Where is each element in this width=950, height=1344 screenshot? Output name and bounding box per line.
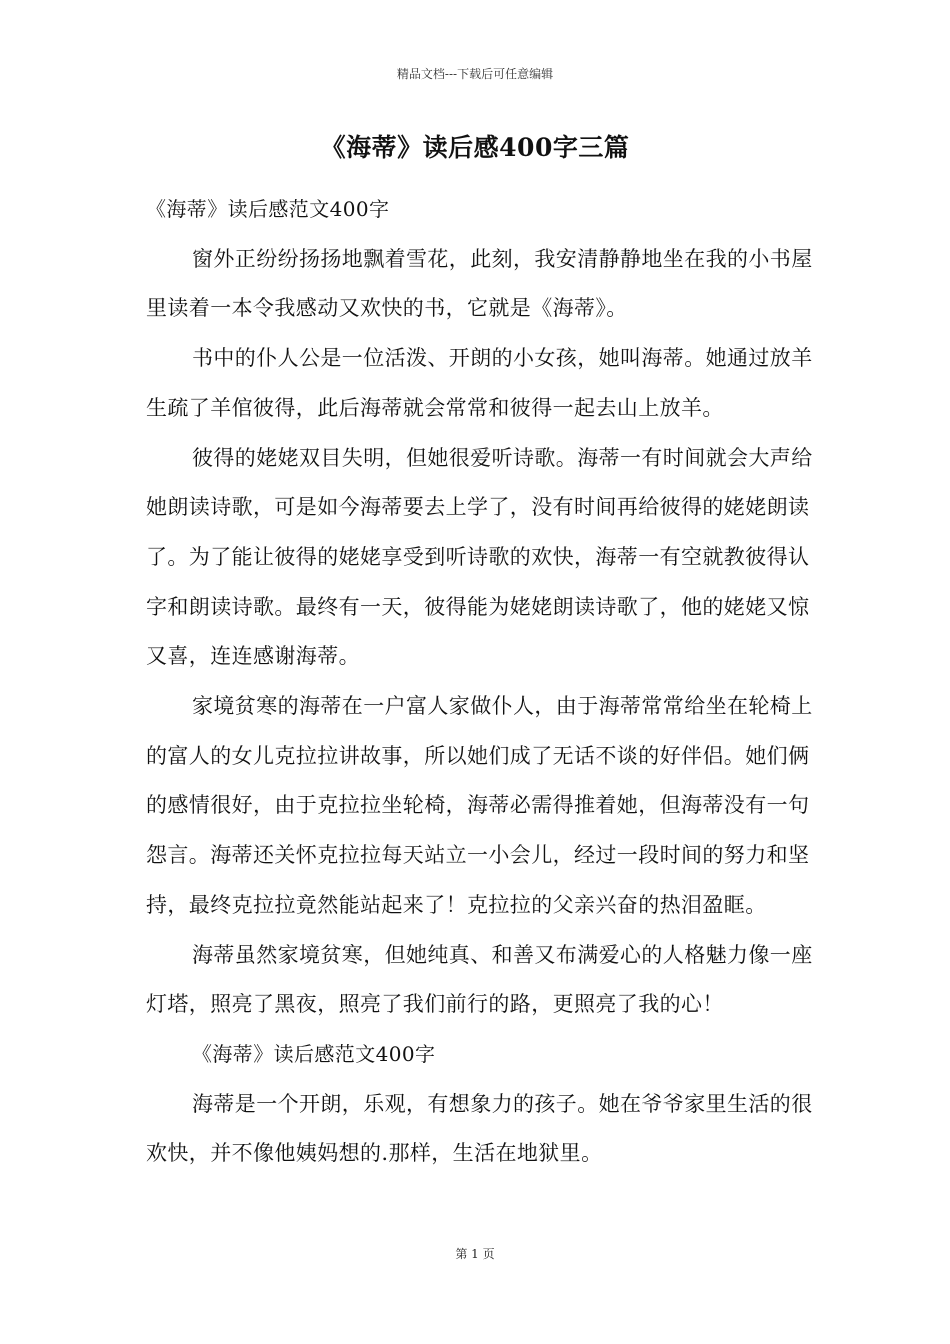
paragraph: 窗外正纷纷扬扬地飘着雪花，此刻，我安清静静地坐在我的小书屋里读着一本令我感动又欢快的书，它就是《海蒂》。 xyxy=(146,246,813,321)
page-header: 精品文档---下载后可任意编辑 xyxy=(396,67,554,81)
section-heading: 《海蒂》读后感范文400字 xyxy=(146,197,390,221)
document-body xyxy=(146,185,818,1179)
document-title: 《海蒂》读后感400字三篇 xyxy=(320,133,630,162)
page-number: 第 1 页 xyxy=(455,1247,495,1261)
paragraph: 彼得的姥姥双目失明，但她很爱听诗歌。海蒂一有时间就会大声给她朗读诗歌，可是如今海蒂要去上学了，没有时间再给彼得的姥姥朗读了。为了能让彼得的姥姥享受到听诗歌的欢快，海蒂一有空就教彼得认字和朗读诗歌。最终有一天，彼得能为姥姥朗读诗歌了，他的姥姥又惊又喜，连连感谢海蒂。 xyxy=(146,445,813,669)
paragraph: 海蒂虽然家境贫寒，但她纯真、和善又布满爱心的人格魅力像一座灯塔，照亮了黑夜，照亮了我们前行的路，更照亮了我的心！ xyxy=(146,942,813,1017)
section-heading: 《海蒂》读后感范文400字 xyxy=(192,1041,436,1066)
paragraph: 海蒂是一个开朗，乐观，有想象力的孩子。她在爷爷家里生活的很欢快，并不像他姨妈想的.那样，生活在地狱里。 xyxy=(146,1091,813,1166)
paragraph: 书中的仆人公是一位活泼、开朗的小女孩，她叫海蒂。她通过放羊生疏了羊倌彼得，此后海蒂就会常常和彼得一起去山上放羊。 xyxy=(146,346,813,420)
paragraph: 家境贫寒的海蒂在一户富人家做仆人，由于海蒂常常给坐在轮椅上的富人的女儿克拉拉讲故事，所以她们成了无话不谈的好伴侣。她们俩的感情很好，由于克拉拉坐轮椅，海蒂必需得推着她，但海蒂没有一句怨言。海蒂还关怀克拉拉每天站立一小会儿，经过一段时间的努力和坚持，最终克拉拉竟然能站起来了！克拉拉的父亲兴奋的热泪盈眶。 xyxy=(146,694,813,917)
